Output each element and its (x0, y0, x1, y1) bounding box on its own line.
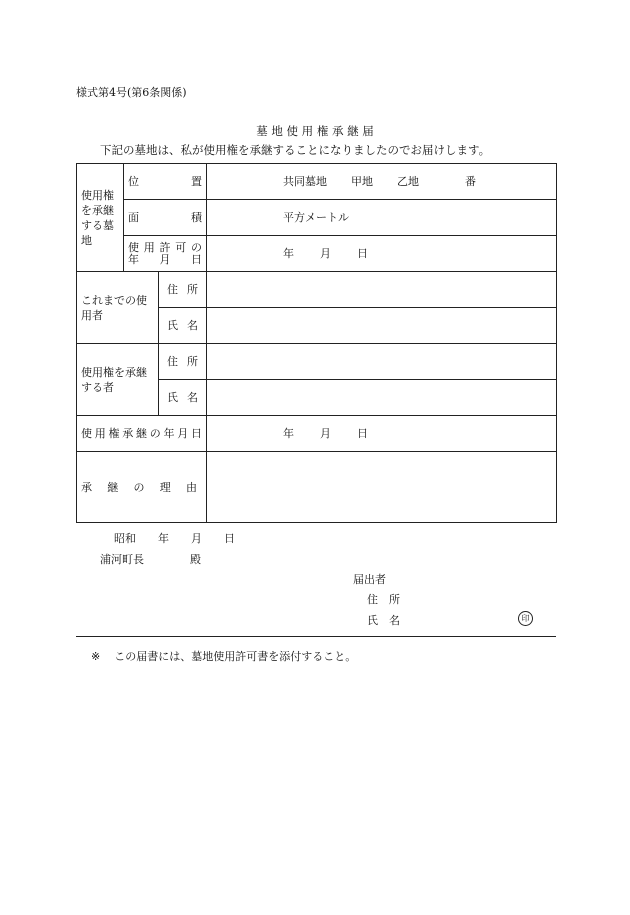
permit-month-text: 月 (320, 247, 331, 260)
area-value-cell[interactable] (207, 200, 557, 236)
reason-char-5: 由 (186, 480, 197, 494)
reason-char-3: の (133, 480, 145, 494)
reason-label (77, 452, 207, 523)
intro-text: 下記の墓地は、私が使用権を承継することになりましたのでお届けします。 (100, 143, 491, 157)
reason-char-4: 理 (159, 480, 171, 494)
position-label-char2: 置 (191, 175, 202, 188)
grave-position-row (77, 164, 557, 200)
reason-char-1: 承 (81, 480, 92, 494)
position-label-char1: 位 (128, 175, 139, 188)
succession-date-value-cell[interactable] (207, 416, 557, 452)
reason-field[interactable] (207, 452, 557, 523)
successor-header: 使用権を承継する者 (77, 344, 159, 416)
successor-name-label: 氏 名 (159, 380, 207, 416)
previous-user-address-row (77, 272, 557, 308)
application-table (76, 163, 557, 523)
submission-date (114, 530, 235, 546)
area-label-cell (124, 200, 207, 236)
otsu-plot-text: 乙地 (397, 175, 419, 188)
footer-year-text: 年 (158, 532, 169, 545)
succession-month-text: 月 (320, 427, 331, 440)
honorific-text: 殿 (190, 553, 201, 566)
previous-user-name-label: 氏 名 (159, 308, 207, 344)
applicant-name-label: 氏 名 (367, 614, 400, 627)
footer-month-text: 月 (191, 532, 202, 545)
position-value-cell[interactable] (207, 164, 557, 200)
area-unit-text: 平方メートル (283, 211, 349, 224)
form-number-label: 様式第4号(第6条関係) (76, 86, 187, 99)
note-mark: ※ (91, 650, 101, 663)
ko-plot-text: 甲地 (351, 175, 373, 188)
era-text: 昭和 (114, 532, 136, 545)
reason-char-2: 継 (107, 480, 119, 494)
document-title: 墓 地 使 用 権 承 継 届 (256, 124, 374, 138)
previous-user-address-field[interactable] (207, 272, 557, 308)
attachment-note (91, 648, 356, 664)
successor-address-row (77, 344, 557, 380)
permit-day-text: 日 (357, 247, 368, 260)
area-label-char2: 積 (191, 211, 202, 224)
common-cemetery-text: 共同墓地 (283, 175, 327, 188)
successor-name-field[interactable] (207, 380, 557, 416)
successor-address-label: 住 所 (159, 344, 207, 380)
divider-line (76, 636, 556, 637)
note-text: この届書には、墓地使用許可書を添付すること。 (114, 650, 357, 663)
permit-date-value-cell[interactable] (207, 236, 557, 272)
position-label-cell (124, 164, 207, 200)
grave-section-header: 使用権を承継する墓地 (77, 164, 124, 272)
mayor-text: 浦河町長 (100, 553, 144, 566)
permit-year-text: 年 (283, 247, 294, 260)
applicant-address-label: 住 所 (367, 593, 400, 606)
previous-user-header: これまでの使用者 (77, 272, 159, 344)
previous-user-name-field[interactable] (207, 308, 557, 344)
grave-permit-date-row (77, 236, 557, 272)
successor-address-field[interactable] (207, 344, 557, 380)
area-label-char1: 面 (128, 211, 139, 224)
footer-day-text: 日 (224, 532, 235, 545)
seal-mark-icon: 印 (518, 611, 533, 626)
succession-year-text: 年 (283, 427, 294, 440)
addressee (100, 551, 201, 567)
grave-area-row (77, 200, 557, 236)
reason-row (77, 452, 557, 523)
applicant-label: 届出者 (353, 573, 386, 586)
previous-user-address-label: 住 所 (159, 272, 207, 308)
succession-date-row (77, 416, 557, 452)
permit-date-label-cell: 使 用 許 可 の 年 月 日 (124, 236, 207, 272)
succession-date-label: 使 用 権 承 継 の 年 月 日 (77, 416, 207, 452)
lot-number-suffix: 番 (465, 175, 476, 188)
succession-day-text: 日 (357, 427, 368, 440)
